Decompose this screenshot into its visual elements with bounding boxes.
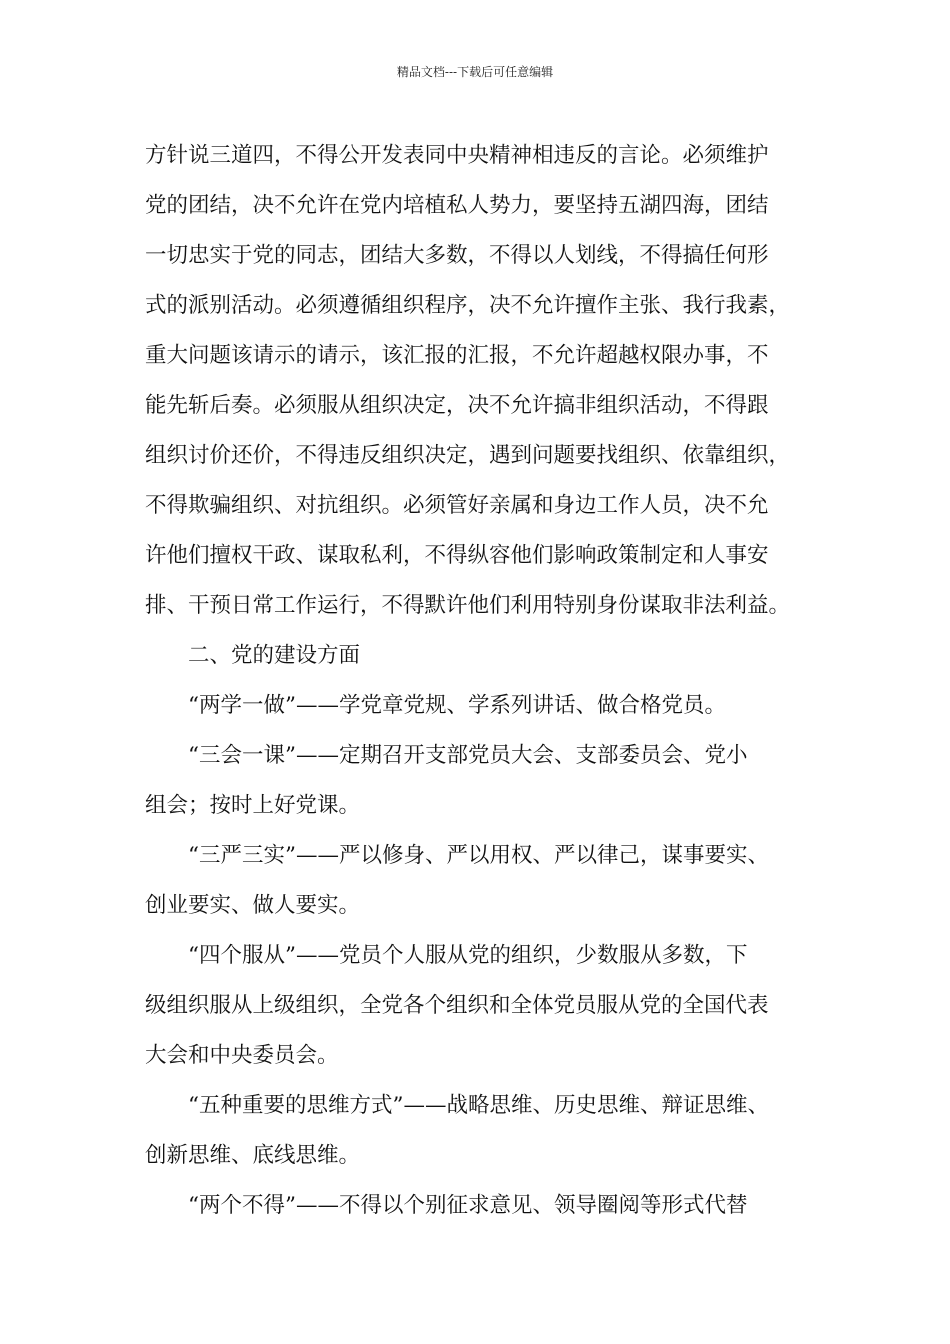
text-line: 一切忠实于党的同志，团结大多数，不得以人划线，不得搞任何形 (145, 243, 769, 268)
text-line: 不得欺骗组织、对抗组织。必须管好亲属和身边工作人员，决不允 (145, 493, 769, 518)
text-line: 二、党的建设方面 (188, 643, 361, 668)
text-line: 许他们擅权干政、谋取私利，不得纵容他们影响政策制定和人事安 (145, 543, 769, 568)
text-line: 式的派别活动。必须遵循组织程序，决不允许擅作主张、我行我素， (145, 293, 791, 318)
page-header: 精品文档---下载后可任意编辑 (396, 65, 554, 79)
text-line: 重大问题该请示的请示，该汇报的汇报，不允许超越权限办事，不 (145, 343, 769, 368)
text-line: “两学一做”——学党章党规、学系列讲话、做合格党员。 (188, 693, 726, 718)
text-line: “两个不得”——不得以个别征求意见、领导圈阅等形式代替 (188, 1193, 748, 1218)
text-line: 大会和中央委员会。 (145, 1043, 339, 1068)
text-line: 党的团结，决不允许在党内培植私人势力，要坚持五湖四海，团结 (145, 193, 769, 218)
text-line: “三严三实”——严以修身、严以用权、严以律己，谋事要实、 (188, 843, 769, 868)
text-line: 能先斩后奏。必须服从组织决定，决不允许搞非组织活动，不得跟 (145, 393, 769, 418)
text-line: 级组织服从上级组织，全党各个组织和全体党员服从党的全国代表 (145, 993, 769, 1018)
text-line: 组织讨价还价，不得违反组织决定，遇到问题要找组织、依靠组织， (145, 443, 791, 468)
text-line: 创业要实、做人要实。 (145, 893, 361, 918)
text-line: 方针说三道四，不得公开发表同中央精神相违反的言论。必须维护 (145, 143, 769, 168)
document-body (145, 131, 835, 1231)
text-line: “三会一课”——定期召开支部党员大会、支部委员会、党小 (188, 743, 748, 768)
text-line: “五种重要的思维方式”——战略思维、历史思维、辩证思维、 (188, 1093, 769, 1118)
text-line: “四个服从”——党员个人服从党的组织，少数服从多数，下 (188, 943, 748, 968)
text-line: 组会；按时上好党课。 (145, 793, 361, 818)
text-line: 排、干预日常工作运行，不得默许他们利用特别身份谋取非法利益。 (145, 593, 791, 618)
text-line: 创新思维、底线思维。 (145, 1143, 361, 1168)
